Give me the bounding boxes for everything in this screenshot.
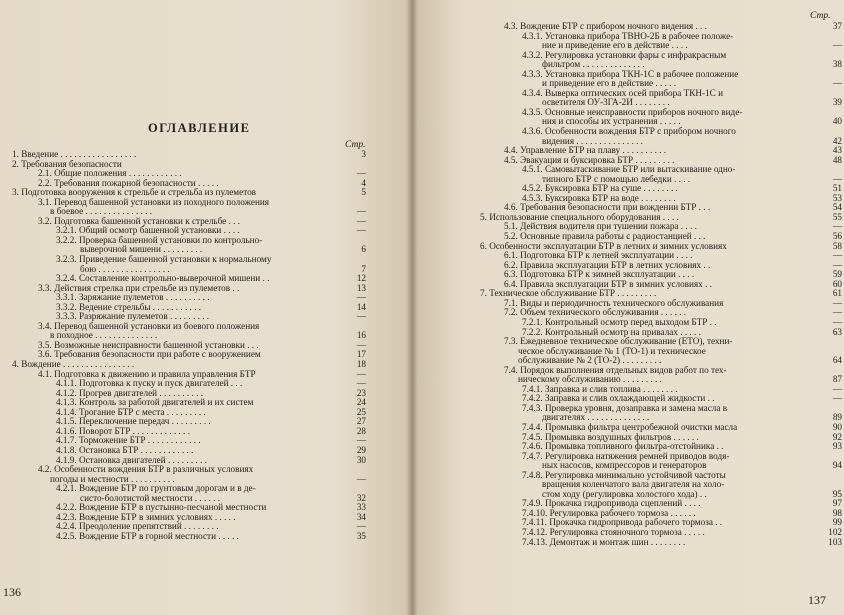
toc-entry-title: 3.4. Перевод башенной установки из боевого положения [38,320,260,331]
toc-entry-title: видения . . . . . . . . . . . . . . . [542,135,643,146]
toc-entry-title: 4.1.5. Переключение передач . . . . . . . . . [56,416,211,427]
toc-entry-page: 40 [832,116,842,127]
toc-entry-page: 28 [356,425,366,436]
toc-entry-page: 61 [832,288,842,299]
toc-entry-page: — [832,221,842,232]
toc-entry-title: 7.4.10. Регулировка рабочего тормоза . . . . . . [522,507,696,518]
toc-entry-title: 7.4.3. Проверка уровня, дозаправка и замена масла в [522,402,728,413]
toc-entry-page: 42 [832,135,842,146]
toc-entry-title: 4.1.2. Прогрев двигателей . . . . . . . . . . [56,387,204,398]
toc-entry-title: 4.3.6. Особенности вождения БТР с прибором ночного [522,126,736,137]
toc-entry-title: 6.3. Подготовка БТР к зимней эксплуатации . . . . [504,269,695,280]
toc-entry-title: 3.3.3. Разряжание пулеметов . . . . . . . . . [56,311,210,322]
toc-entry-page: 43 [832,145,842,156]
toc-entry-page: — [832,307,842,318]
toc-entry-page: 58 [832,240,842,251]
toc-entry-page: — [356,215,366,226]
toc-entry-page: 35 [356,530,366,541]
toc-entry-page: — [356,378,366,389]
page-column-header: Стр. [345,140,366,150]
toc-entry-title: 4.3.3. Установка прибора ТКН-1С в рабочее положение [522,68,739,79]
toc-entry-title: ние и приведение его в действие . . . . [542,40,688,51]
toc-entry-page: 102 [828,526,842,537]
toc-entry-title: 4.1.7. Торможение БТР . . . . . . . . . . . . [56,435,201,446]
toc-list [0,150,412,541]
toc-entry-page: 55 [832,211,842,222]
toc-entry-page: 12 [356,273,366,284]
toc-entry-title: 6.2. Правила эксплуатации БТР в летних условиях . . [504,259,711,270]
toc-entry-page: 53 [832,192,842,203]
toc-entry-title: фильтром . . . . . . . . . . . . . . [542,59,645,70]
toc-entry-title: 3. Подготовка вооружения к стрельбе и стрельба из пулеметов [12,187,257,198]
toc-entry-page: 99 [832,517,842,528]
toc-entry-title: двигателях . . . . . . . . . . . . . . [542,412,650,423]
toc-entry-page: 25 [356,406,366,417]
toc-entry-title: 3.2.2. Проверка башенной установки по контрольно- [56,234,263,245]
toc-entry-page: 33 [356,502,366,513]
toc-entry-page: — [832,40,842,51]
toc-entry-title: 7.4.9. Прокачка гидропривода сцеплений . . . . [522,498,701,509]
toc-entry-page: — [356,168,366,179]
toc-entry [412,538,844,548]
toc-entry-page: 51 [832,183,842,194]
toc-entry-page: 7 [361,263,366,274]
toc-entry-title: 4.6. Требования безопасности при вождении БТР . . . [504,202,711,213]
toc-entry-title: 6.4. Правила эксплуатации БТР в зимних условиях . . [504,278,712,289]
left-page [0,0,412,615]
toc-entry-title: 4.2.3. Вождение БТР в зимних условиях . . . . . [56,511,236,522]
toc-entry-title: 3.2.3. Приведение башенной установки к нормальному [56,254,272,265]
toc-entry-title: 3.2. Подготовка башенной установки к стрельбе . . . [38,215,241,226]
toc-entry-page: — [356,339,366,350]
toc-entry-page: 103 [828,536,842,547]
toc-entry-title: 7.4.4. Промывка фильтра центробежной очистки масла [522,421,738,432]
toc-entry-page: 18 [356,359,366,370]
toc-entry-page: 98 [832,507,842,518]
toc-entry-page: — [356,206,366,217]
toc-entry-title: 4.2.5. Вождение БТР в горной местности . . . . . [56,530,239,541]
toc-entry-page: 54 [832,202,842,213]
toc-entry-page: 37 [832,21,842,31]
toc-entry-title: 4.1.9. Остановка двигателей . . . . . . . . . [56,454,207,465]
toc-entry-title: и приведение его в действие . . . . . [542,78,677,89]
toc-entry-page: 94 [832,460,842,471]
toc-entry-title: 3.5. Возможные неисправности башенной установки . . . [38,339,259,350]
toc-entry-title: 4.3.2. Регулировка установки фары с инфракрасным [522,49,727,60]
toc-entry-page: — [356,311,366,322]
page-title: ОГЛАВЛЕНИЕ [148,121,251,135]
toc-entry-title: 4.5. Эвакуация и буксировка БТР . . . . . . . . . [504,154,675,165]
toc-entry-page: — [832,173,842,184]
toc-entry-title: ческое обслуживание № 1 (ТО-1) и техническое [518,345,706,356]
toc-entry-title: 7.4.7. Регулировка натяжения ремней приводов водя- [522,450,730,461]
toc-entry-page: — [832,78,842,89]
toc-entry-page: 24 [356,397,366,408]
toc-entry-title: 7.4.1. Заправка и слив топлива . . . . . . . . [522,383,678,394]
toc-entry-page: 3 [361,149,366,159]
toc-entry-page: 39 [832,97,842,108]
toc-entry-title: 7. Техническое обслуживание БТР . . . . . . . . . [480,288,657,299]
toc-entry-title: 3.3. Действия стрелка при стрельбе из пулеметов . . [38,282,240,293]
toc-entry-title: бою . . . . . . . . . . . . . . . . [80,263,170,274]
toc-entry-page: — [356,368,366,379]
toc-entry-title: систо-болотистой местности . . . . . . [80,492,221,503]
toc-entry [0,255,412,265]
toc-entry-title: 4.3.5. Основные неисправности приборов ночного виде- [522,106,743,117]
toc-entry-page: 97 [832,498,842,509]
toc-entry-title: 4.2.2. Вождение БТР в пустынно-песчаной местности [56,502,267,513]
toc-entry-title: 7.4.13. Демонтаж и монтаж шин . . . . . . . . [522,536,686,547]
toc-entry-title: 7.4.8. Регулировка минимально устойчивой частоты [522,469,726,480]
page-number: 137 [808,593,826,607]
toc-entry-title: 6.1. Подготовка БТР к летней эксплуатации . . . . [504,250,693,261]
toc-entry [0,236,412,246]
toc-entry-title: 4.5.2. Буксировка БТР на суше . . . . . . . . [522,183,678,194]
toc-entry-title: 4.2.1. Вождение БТР по грунтовым дорогам и в де- [56,483,256,494]
toc-entry-page: — [356,473,366,484]
toc-entry-page: — [832,250,842,261]
toc-entry-title: 7.4.6. Промывка топливного фильтра-отстойника . . [522,441,724,452]
toc-entry-page: 59 [832,269,842,280]
toc-entry-page: 89 [832,412,842,423]
toc-entry-title: 4.4. Управление БТР на плаву . . . . . . . . . . [504,145,667,156]
toc-entry-title: 2. Требования безопасности [12,158,122,169]
toc-entry-title: стом ходу (регулировка холостого хода) . . [542,488,707,499]
toc-entry-title: 5.2. Основные правила работы с радиостанцией . . . [504,231,706,242]
page-column-header: Стр. [810,11,831,21]
toc-entry-title: 1. Введение . . . . . . . . . . . . . . . . . [12,149,137,159]
toc-entry-page: 17 [356,349,366,360]
toc-entry-title: 4.1.6. Поворот БТР . . . . . . . . . . . . . [56,425,191,436]
toc-entry-title: 7.4. Порядок выполнения отдельных видов работ по тех- [504,364,727,375]
toc-entry-title: 3.6. Требования безопасности при работе с вооружением [38,349,261,360]
toc-entry-page: 23 [356,387,366,398]
toc-entry-title: 4.1. Подготовка к движению и правила управления БТР [38,368,256,379]
toc-entry-title: осветителя ОУ-3ГА-2И . . . . . . . . [542,97,670,108]
toc-entry-page: — [832,316,842,327]
toc-entry-page: 4 [361,177,366,188]
right-page [412,0,844,615]
toc-entry-page: 92 [832,431,842,442]
toc-entry-page: — [356,521,366,532]
toc-entry-title: в походное . . . . . . . . . . . . . . [50,330,158,341]
toc-entry-page: 30 [356,454,366,465]
toc-entry-page: — [832,297,842,308]
toc-entry-page: 29 [356,444,366,455]
toc-entry-page: 48 [832,154,842,165]
toc-entry-title: 4.3. Вождение БТР с прибором ночного видения . . . [504,21,707,31]
toc-entry-page: 64 [832,355,842,366]
toc-entry-title: 5.1. Действия водителя при тушении пожара . . . . [504,221,697,232]
toc-entry-page: 93 [832,441,842,452]
toc-entry-page: 63 [832,326,842,337]
toc-entry-page: — [832,259,842,270]
toc-entry-title: 4.1.8. Остановка БТР . . . . . . . . . . . . [56,444,194,455]
toc-entry-title: 7.2.2. Контрольный осмотр на привалах . . . . . [522,326,701,337]
toc-entry-title: 3.2.1. Общий осмотр башенной установки . . . . [56,225,240,236]
toc-entry-title: ния и способы их устранения . . . . . [542,116,681,127]
toc-list [412,22,844,547]
toc-entry-page: 90 [832,421,842,432]
toc-entry-page: 16 [356,330,366,341]
toc-entry-page: — [356,225,366,236]
toc-entry-page: 95 [832,488,842,499]
toc-entry-title: выверочной мишени . . . . . . . . . [80,244,203,255]
toc-entry-page: 87 [832,374,842,385]
toc-entry-page: — [832,383,842,394]
toc-entry-page: 6 [361,244,366,255]
toc-entry-page: 38 [832,59,842,70]
toc-entry-page: 13 [356,282,366,293]
toc-entry-title: ных насосов, компрессоров и генераторов [542,460,707,471]
toc-entry-page: — [356,292,366,303]
toc-entry-page: 34 [356,511,366,522]
toc-entry-title: типного БТР с помощью лебедки . . . . [542,173,691,184]
toc-entry-title: 4.5.1. Самовытаскивание БТР или вытаскивание одно- [522,164,736,175]
toc-entry-page: 27 [356,416,366,427]
toc-entry-page: 56 [832,231,842,242]
toc-entry-title: 3.1. Перевод башенной установки из походного положения [38,196,269,207]
toc-entry-title: 7.4.5. Промывка воздушных фильтров . . . . . . [522,431,699,442]
toc-entry-title: 5. Использование специального оборудования . . . . [480,211,679,222]
toc-entry-title: вращения коленчатого вала двигателя на холо- [542,479,725,490]
toc-entry-title: 7.1. Виды и периодичность технического обслуживания [504,297,724,308]
toc-entry-title: в боевое . . . . . . . . . . . . . . . [50,206,153,217]
toc-entry-title: обслуживание № 2 (ТО-2) . . . . . . . . . [518,355,662,366]
page-number: 136 [3,585,21,599]
toc-entry-page: 60 [832,278,842,289]
toc-entry-title: 7.2.1. Контрольный осмотр перед выходом БТР . . [522,316,717,327]
toc-entry-title: 3.2.4. Составление контрольно-выверочной мишени . . [56,273,270,284]
toc-entry [0,532,412,542]
toc-entry-title: 6. Особенности эксплуатации БТР в летних и зимних условиях [480,240,727,251]
toc-entry-title: 4. Вождение . . . . . . . . . . . . . . . . [12,359,135,370]
toc-entry-title: 7.4.11. Прокачка гидропривода рабочего тормоза . . [522,517,723,528]
toc-entry-title: погоды и местности . . . . . . . . . . [50,473,175,484]
toc-entry-title: 3.3.2. Ведение стрельбы . . . . . . . . . . . [56,301,202,312]
toc-entry-title: 3.3.1. Заряжание пулеметов . . . . . . . . . . [56,292,210,303]
toc-entry-title: 4.2.4. Преодоление препятствий . . . . . . . . [56,521,219,532]
toc-entry-title: 7.2. Объем технического обслуживания . . . . . . [504,307,687,318]
toc-entry-title: 4.2. Особенности вождения БТР в различных условиях [38,464,254,475]
toc-entry-title: 4.1.3. Контроль за работой двигателей и их систем [56,397,254,408]
toc-entry-title: 7.4.2. Заправка и слив охлаждающей жидкости . . [522,393,715,404]
toc-entry-title: 4.3.4. Выверка оптических осей прибора ТКН-1С и [522,87,723,98]
toc-entry-title: 2.1. Общие положения . . . . . . . . . . . . [38,168,182,179]
toc-entry-page: 14 [356,301,366,312]
toc-entry-title: 4.3.1. Установка прибора ТВНО-2Б в рабочее положе- [522,30,734,41]
toc-entry-title: 4.1.1. Подготовка к пуску и пуск двигателей . . . [56,378,243,389]
toc-entry-page: 5 [361,187,366,198]
toc-entry-title: 2.2. Требования пожарной безопасности . . . . . [38,177,219,188]
toc-entry-title: 7.3. Ежедневное техническое обслуживание (ЕТО), техни- [504,336,733,347]
toc-entry-page: — [356,435,366,446]
toc-entry-page: — [832,393,842,404]
toc-entry-title: 4.5.3. Буксировка БТР на воде . . . . . . . . [522,192,676,203]
toc-entry-title: ническому обслуживанию . . . . . . . . . [518,374,662,385]
toc-entry-title: 7.4.12. Регулировка стояночного тормоза . . . . . [522,526,705,537]
toc-entry-title: 4.1.4. Трогание БТР с места . . . . . . . . . [56,406,206,417]
book-gutter [406,0,418,615]
toc-entry-page: 32 [356,492,366,503]
